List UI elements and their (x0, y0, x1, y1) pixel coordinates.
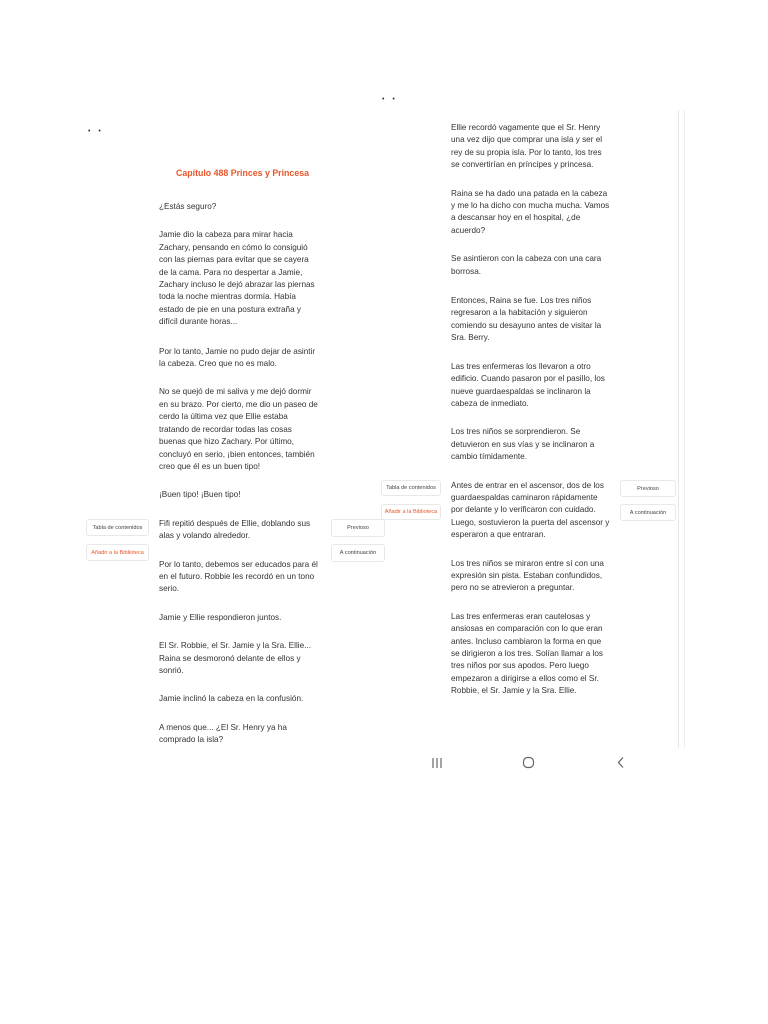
paragraph: Los tres niños se miraron entre sí con una expresión sin pista. Estaban confundidos, pero no se atrevieron a preguntar. (451, 558, 604, 593)
paragraph: Se asintieron con la cabeza con una cara borrosa. (451, 254, 602, 276)
paragraph: Entonces, Raina se fue. Los tres niños regresaron a la habitación y siguieron comiendo su desayuno antes de visitar la Sra. Berry. (451, 296, 602, 343)
paragraph: A menos que... ¿El Sr. Henry ya ha comprado la isla? (159, 722, 287, 745)
paragraph: Las tres enfermeras eran cautelosas y ansiosas en comparación con lo que eran antes. Incluso cambiaron la forma en que se dirigieron a los tres. Solían llamar a los tres niños por sus apodos. Pero luego empezaron a dirigirse a ellos como el Sr. Robbie, el Sr. Jamie y la Sra. Ellie. (451, 611, 603, 696)
page-edge (684, 110, 685, 748)
previous-button[interactable]: Previoso (620, 480, 676, 497)
status-dots-right: • • (382, 96, 398, 103)
back-icon[interactable] (616, 756, 626, 769)
paragraph: Raina se ha dado una patada en la cabeza y me lo ha dicho con mucha mucha. Vamos a descansar hoy en el hospital, ¿de acuerdo? (451, 188, 610, 235)
next-button[interactable]: A continuación (331, 544, 385, 562)
paragraph: Las tres enfermeras los llevaron a otro edificio. Cuando pasaron por el pasillo, los nueve guardaespaldas se inclinaron la cabeza de inmediato. (451, 361, 605, 408)
chapter-title: Capítulo 488 Princes y Princesa (176, 168, 309, 178)
paragraph: Jamie inclinó la cabeza en la confusión. (159, 694, 304, 704)
paragraph: Por lo tanto, debemos ser educados para él en el futuro. Robbie les recordó en un tono serio. (159, 559, 318, 594)
paragraph: ¿Estás seguro? (159, 202, 217, 211)
table-of-contents-button[interactable]: Tabla de contenidos (381, 480, 441, 496)
paragraph: Los tres niños se sorprendieron. Se detuvieron en sus vías y se inclinaron a cambio tímidamente. (451, 427, 595, 462)
paragraph: Ellie recordó vagamente que el Sr. Henry una vez dijo que comprar una isla y ser el rey de su propia isla. Por lo tanto, los tres se convertirían en príncipes y princesa. (451, 123, 603, 170)
right-page-text (451, 122, 611, 713)
paragraph: Antes de entrar en el ascensor, dos de los guardaespaldas caminaron rápidamente por delante y lo verificaron con cuidado. Luego, sostuvieron la puerta del ascensor y esperaron a que entraran. (451, 480, 610, 540)
paragraph: Jamie y Ellie respondieron juntos. (159, 612, 282, 622)
add-to-library-button[interactable]: Añadir a la Biblioteca (86, 544, 149, 561)
next-button[interactable]: A continuación (620, 504, 676, 521)
paragraph: Fifi repitió después de Ellie, doblando sus alas y volando alrededor. (159, 518, 311, 541)
paragraph: El Sr. Robbie, el Sr. Jamie y la Sra. Ellie... Raina se desmoronó delante de ellos y sonrió. (159, 641, 311, 675)
paragraph: Jamie dio la cabeza para mirar hacia Zachary, pensando en cómo lo consiguió con las piernas para evitar que se cayera de la cama. Para no despertar a Jamie, Zachary incluso le dejó abrazar las piernas toda la noche mientras dormía. Había estado de pie en una postura extraña y difícil durante horas... (159, 230, 315, 327)
recents-icon[interactable] (431, 756, 443, 768)
previous-button[interactable]: Previoso (331, 519, 385, 537)
paragraph: ¡Buen tipo! ¡Buen tipo! (159, 490, 241, 500)
left-page-text (159, 201, 319, 762)
paragraph: No se quejó de mi saliva y me dejó dormir en su brazo. Por cierto, me dio un paseo de cerdo la última vez que Ellie estaba tratando de recordar todas las cosas buenas que hizo Zachary. Por último, concluyó en serio, ¡bien entonces, también creo que él es un buen tipo! (159, 387, 318, 471)
table-of-contents-button[interactable]: Tabla de contenidos (86, 519, 149, 536)
paragraph: Por lo tanto, Jamie no pudo dejar de asintir la cabeza. Creo que no es malo. (159, 346, 316, 369)
home-icon[interactable] (522, 756, 535, 769)
add-to-library-button[interactable]: Añadir a la Biblioteca (381, 504, 441, 520)
page-edge (678, 110, 679, 748)
status-dots-left: • • (88, 128, 104, 135)
